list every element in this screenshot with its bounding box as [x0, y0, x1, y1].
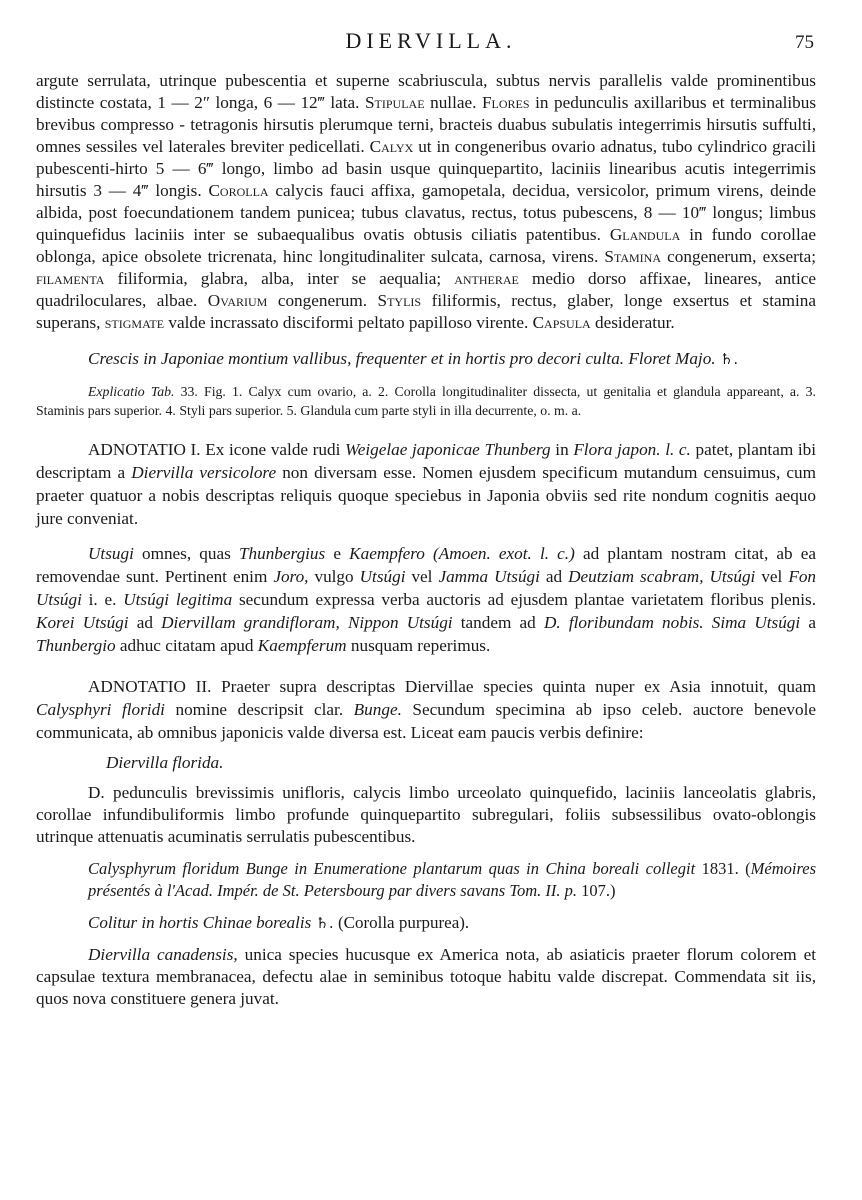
cultivation-note: Colitur in hortis Chinae borealis ♄. (Corolla purpurea).	[88, 913, 470, 932]
habitat-paragraph: Crescis in Japoniae montium vallibus, frequenter et in hortis pro decori culta. Floret Majo. ♄.	[88, 349, 739, 368]
shrub-symbol-icon: ♄.	[315, 914, 334, 932]
canadensis-paragraph: Diervilla canadensis, unica species hucusque ex America nota, ab asiaticis praeter florum colorem et capsulae textura membranacea, defectu alae in seminibus totoque habitu valde discrepat. Commendata sit iis, quos nova constituere genera juvat.	[36, 945, 816, 1008]
adnotatio-2-heading: ADNOTATIO II.	[88, 677, 212, 696]
shrub-symbol-icon: ♄.	[719, 350, 739, 368]
description-paragraph: argute serrulata, utrinque pubescentia et superne scabriuscula, subtus nervis parallelis valde prominentibus distincte costata, 1 — 2″ longa, 6 — 12‴ lata. Stipulae nullae. Flores in pedunculis axillaribus et terminalibus brevibus compresso - tetragonis hirsutis plerumque terni, bracteis duabus subulatis integerrimis hirsutis suffulti, omnes sessiles vel laterales breviter pedicellati. Calyx ut in congeneribus ovario adnatus, tubo cylindrico gracili pubescenti-hirto 5 — 6‴ longo, limbo ad basin usque quinquepartito, laciniis linearibus acutis integerrimis hirsutis 3 — 4‴ longis. Corolla calycis fauci affixa, gamopetala, decidua, versicolor, primum virens, deinde albida, post foecundationem tandem punicea; tubus clavatus, rectus, totus pubescens, 8 — 10‴ longus; limbus quinquefidus laciniis inter se subaequalibus ovatis obtusis ciliatis patentibus. Glandula in fundo corollae oblonga, apice obsolete tricrenata, hinc longitudinaliter sulcata, carnosa, virens. Stamina congenerum, exserta; filamenta filiformia, glabra, alba, inter se aequalia; antherae medio dorso affixae, lineares, antice quadriloculares, albae. Ovarium congenerum. Stylis filiformis, rectus, glaber, longe exsertus et stamina superans, stigmate valde incrassato disciformi peltato papilloso virente. Capsula desideratur.	[36, 71, 817, 332]
adnotatio-1-heading: ADNOTATIO I.	[88, 440, 201, 459]
running-title: DIERVILLA.	[345, 28, 517, 53]
species-diagnosis: D. pedunculis brevissimis unifloris, calycis limbo urceolato quinquefido, laciniis lanceolatis glabris, corollae infundibuliformis limbo profunde quinquepartito subregulari, foliis subsessilibus ovato-oblongis utrinque attenuatis acuminatis serrulatis pubescentibus.	[36, 783, 816, 846]
species-heading: Diervilla florida.	[106, 753, 224, 772]
adnotatio-1: ADNOTATIO I. Ex icone valde rudi Weigelae japonicae Thunberg in Flora japon. l. c. patet, plantam ibi descriptam a Diervilla versicolore non diversam esse. Nomen ejusdem specificum mutandum censuimus, cum praeter quatuor a nobis descriptas reliquis quoque speciebus in Japonia obviis sed rite nondum cognitis aequo jure conveniat.	[36, 440, 816, 528]
species-citation: Calysphyrum floridum Bunge in Enumeratione plantarum quas in China boreali collegit 1831. (Mémoires présentés à l'Acad. Impér. de St. Petersbourg par divers savans Tom. II. p. 107.)	[88, 859, 816, 900]
page-number: 75	[795, 32, 814, 53]
plate-explanation: Explicatio Tab. 33. Fig. 1. Calyx cum ovario, a. 2. Corolla longitudinaliter dissecta, ut genitalia et glandula appareant, a. 3. Staminis pars superior. 4. Styli pars superior. 5. Glandula cum parte styli in illa decurrente, o. m. a.	[36, 384, 816, 418]
adnotatio-2: ADNOTATIO II. Praeter supra descriptas Diervillae species quinta nuper ex Asia innotuit, quam Calysphyri floridi nomine descripsit clar. Bunge. Secundum specimina ab ipso celeb. auctore benevole communicata, ab omnibus japonicis valde diversa est. Liceat eam paucis verbis definire:	[36, 677, 816, 742]
page-header	[0, 28, 862, 58]
utsugi-paragraph: Utsugi omnes, quas Thunbergius e Kaempfero (Amoen. exot. l. c.) ad plantam nostram citat, ab ea removendae sunt. Pertinent enim Joro, vulgo Utsúgi vel Jamma Utsúgi ad Deutziam scabram, Utsúgi vel Fon Utsúgi i. e. Utsúgi legitima secundum expressa verba auctoris ad ejusdem plantae varietatem floribus plenis. Korei Utsúgi ad Diervillam grandifloram, Nippon Utsúgi tandem ad D. floribundam nobis. Sima Utsúgi a Thunbergio adhuc citatam apud Kaempferum nusquam reperimus.	[36, 544, 817, 655]
page-body	[36, 70, 816, 1010]
